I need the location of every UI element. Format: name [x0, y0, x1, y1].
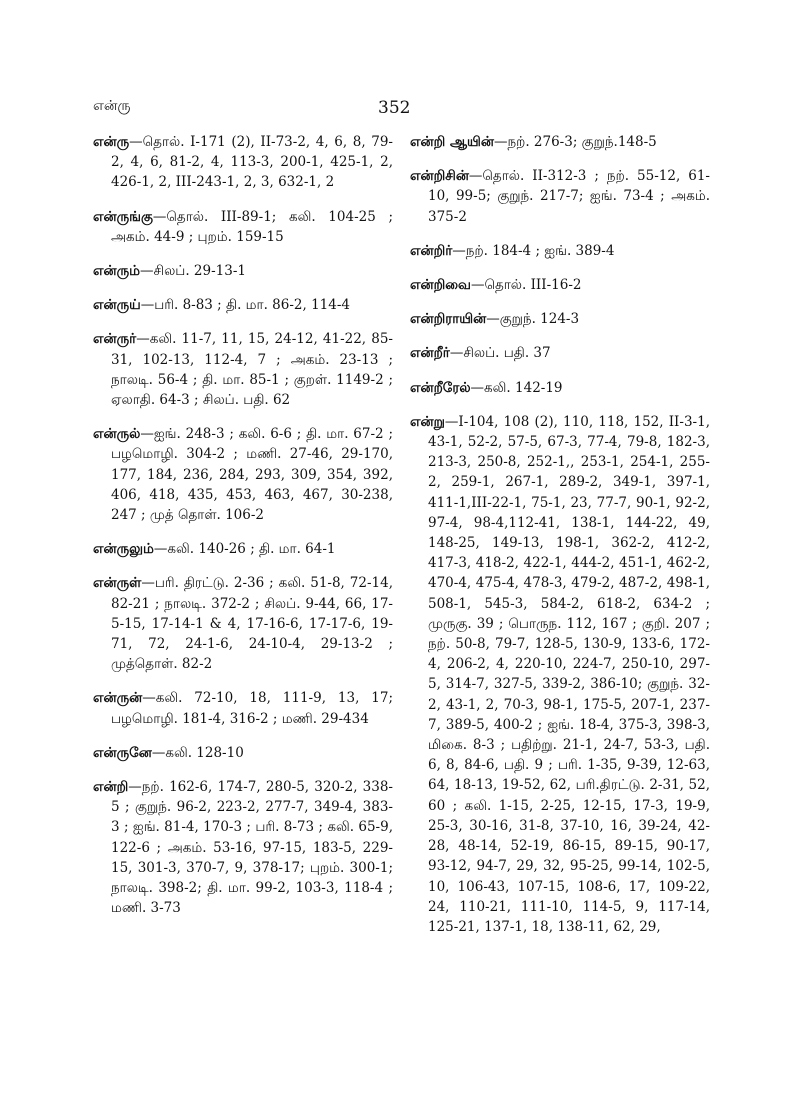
entry-references: —தொல். II-312-3 ; நற். 55-12, 61-10, 99-5; குறுந். 217-7; ஐங். 73-4 ; அகம். 375-2: [428, 168, 710, 225]
entry-headword: என்ருங்கு: [93, 208, 153, 225]
entry-headword: என்ரு: [93, 134, 130, 150]
index-entry: [93, 261, 393, 281]
entry-references: —ஐங். 248-3 ; கலி. 6-6 ; தி. மா. 67-2 ; பழமொழி. 304-2 ; மணி. 27-46, 29-170, 177, 184, 236, 284, 293, 309, 354, 392, 406, 418, 435, 453, 463, 467, 30-238, 247 ; முத் தொள். 106-2: [111, 426, 393, 524]
entry-headword: என்றி: [93, 779, 129, 796]
index-entry: [93, 573, 393, 674]
entry-references: —தொல். III-16-2: [470, 277, 582, 294]
entry-headword: என்ருள்: [93, 575, 142, 592]
entry-references: —கலி. 11-7, 11, 15, 24-12, 41-22, 85-31, 102-13, 112-4, 7 ; அகம். 23-13 ; நாலடி. 56-4 ; தி. மா. 85-1 ; குறள். 1149-2 ; ஏலாதி. 64-3 ; சிலப். பதி. 62: [111, 331, 393, 409]
index-entry: [410, 412, 710, 937]
entry-references: —கலி. 72-10, 18, 111-9, 13, 17; பழமொழி. 181-4, 316-2 ; மணி. 29-434: [111, 690, 393, 727]
entry-headword: என்ருனே: [93, 744, 152, 761]
entry-references: —கலி. 140-26 ; தி. மா. 64-1: [153, 541, 336, 558]
index-entry: [93, 329, 393, 410]
entry-references: —பரி. திரட்டு. 2-36 ; கலி. 51-8, 72-14, 82-21 ; நாலடி. 372-2 ; சிலப். 9-44, 66, 17-5-15, 17-14-1 & 4, 17-16-6, 17-17-6, 19-71, 72, 24-1-6, 24-10-4, 29-13-2 ; முத்தொள். 82-2: [111, 575, 393, 673]
entry-references: —நற். 276-3; குறுந்.148-5: [493, 134, 657, 150]
entry-headword: என்றிராயின்: [410, 311, 487, 328]
entry-references: —குறுந். 124-3: [486, 311, 580, 328]
entry-headword: என்ருலும்: [93, 541, 154, 558]
page-number: 352: [378, 98, 411, 118]
index-entry: [93, 295, 393, 315]
entry-headword: என்ருல்: [93, 426, 141, 443]
index-entry: [93, 539, 393, 559]
index-entry: [93, 743, 393, 763]
entry-headword: என்ருர்: [93, 331, 137, 348]
index-entry: [93, 207, 393, 247]
entry-references: —I-104, 108 (2), 110, 118, 152, II-3-1, 43-1, 52-2, 57-5, 67-3, 77-4, 79-8, 182-3, 213-3, 250-8, 252-1,, 253-1, 254-1, 255-2, 259-1, 267-1, 289-2, 349-1, 397-1, 411-1,III-22-1, 75-1, 23, 77-7, 90-1, 92-2, 97-4, 98-4,112-41, 138-1, 144-22, 49, 148-25, 149-13, 198-1, 362-2, 412-2, 417-3, 418-2, 422-1, 444-2, 451-1, 462-2, 470-4, 475-4, 478-3, 479-2, 487-2, 498-1, 508-1, 545-3, 584-2, 618-2, 634-2 ; முருகு. 39 ; பொருந. 112, 167 ; குறி. 207 ; நற். 50-8, 79-7, 128-5, 130-9, 133-6, 172-4, 206-2, 4, 220-10, 224-7, 250-10, 297-5, 314-7, 327-5, 339-2, 386-10; குறுந். 32-2, 43-1, 2, 70-3, 98-1, 175-5, 207-1, 237-7, 389-5, 400-2 ; ஐங். 18-4, 375-3, 398-3, மிகை. 8-3 ; பதிற்று. 21-1, 24-7, 53-3, பதி. 6, 8, 84-6, பதி. 9 ; பரி. 1-35, 9-39, 12-63, 64, 18-13, 19-52, 62, பரி.திரட்டு. 2-31, 52, 60 ; கலி. 1-15, 2-25, 12-15, 17-3, 19-9, 25-3, 30-16, 31-8, 37-10, 16, 39-24, 42-28, 48-14, 52-19, 86-15, 89-15, 90-17, 93-12, 94-7, 29, 32, 95-25, 99-14, 102-5, 10, 106-43, 107-15, 108-6, 17, 109-22, 24, 110-21, 111-10, 114-5, 9, 117-14, 125-21, 137-1, 18, 138-11, 62, 29,: [428, 413, 710, 935]
index-entry: [93, 132, 393, 193]
entry-headword: என்ரும்: [93, 263, 140, 280]
entry-references: —சிலப். 29-13-1: [140, 263, 246, 280]
index-entry: [93, 688, 393, 728]
entry-headword: என்றிசின்: [410, 168, 469, 185]
running-head: என்ரு: [93, 98, 131, 114]
entry-references: —நற். 184-4 ; ஐங். 389-4: [452, 242, 615, 259]
entry-references: —நற். 162-6, 174-7, 280-5, 320-2, 338-5 ; குறுந். 96-2, 223-2, 277-7, 349-4, 383-3 ; ஐங். 81-4, 170-3 ; பரி. 8-73 ; கலி. 65-9, 122-6 ; அகம். 53-16, 97-15, 183-5, 229-15, 301-3, 370-7, 9, 378-17; புறம். 300-1; நாலடி. 398-2; தி. மா. 99-2, 103-3, 118-4 ; மணி. 3-73: [111, 779, 393, 917]
entry-headword: என்றிர்: [410, 242, 453, 259]
entry-references: —கலி. 142-19: [470, 379, 563, 396]
index-entry: [410, 275, 710, 295]
index-entry: [410, 241, 710, 261]
entry-headword: என்றிவை: [410, 277, 471, 294]
entry-references: —சிலப். பதி. 37: [449, 345, 551, 362]
index-entry: [93, 424, 393, 525]
index-entry: [410, 309, 710, 329]
index-entry: [410, 132, 710, 152]
entry-references: —தொல். III-89-1; கலி. 104-25 ; அகம். 44-9 ; புறம். 159-15: [111, 208, 393, 245]
entry-headword: என்ருய்: [93, 297, 141, 314]
right-column: [410, 132, 710, 951]
index-entry: [410, 378, 710, 398]
entry-references: —தொல். I-171 (2), II-73-2, 4, 6, 8, 79-2, 4, 6, 81-2, 4, 113-3, 200-1, 425-1, 2, 426-1, 2, III-243-1, 2, 3, 632-1, 2: [111, 134, 393, 191]
entry-headword: என்றீர்: [410, 345, 450, 362]
index-entry: [93, 777, 393, 918]
entry-headword: என்ருன்: [93, 690, 143, 707]
entry-headword: என்றி ஆயின்: [410, 134, 494, 150]
entry-headword: என்றீரேல்: [410, 379, 471, 396]
entry-references: —கலி. 128-10: [151, 744, 244, 761]
index-entry: [410, 343, 710, 363]
index-entry: [410, 166, 710, 227]
entry-headword: என்று: [410, 413, 445, 430]
entry-references: —பரி. 8-83 ; தி. மா. 86-2, 114-4: [140, 297, 350, 314]
left-column: [93, 132, 393, 933]
